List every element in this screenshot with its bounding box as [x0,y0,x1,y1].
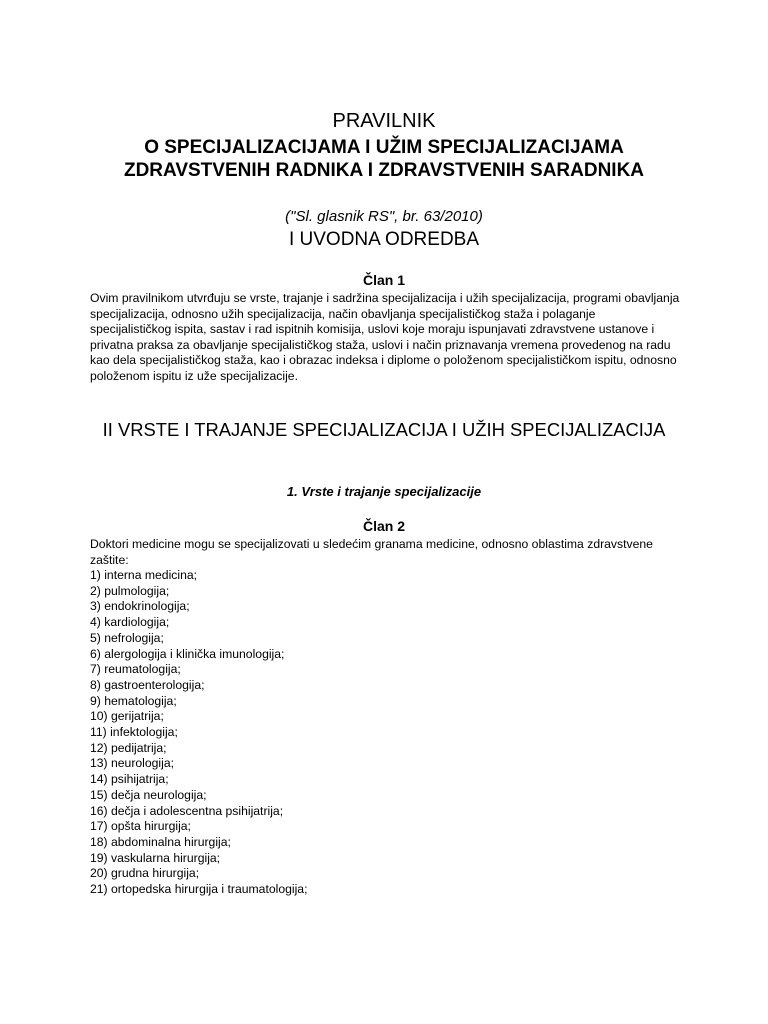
specialization-list [90,568,680,898]
list-item: 18) abdominalna hirurgija; [90,834,231,849]
section-heading-1: I UVODNA ODREDBA [288,229,480,250]
document-subtitle: O SPECIJALIZACIJAMA I UŽIM SPECIJALIZACIJAMA ZDRAVSTVENIH RADNIKA I ZDRAVSTVENIH SARADNIKA [123,137,645,181]
list-item: 19) vaskularna hirurgija; [90,850,221,865]
list-item: 5) nefrologija; [90,630,164,645]
list-item: 1) interna medicina; [90,568,198,582]
article-1-text: Ovim pravilnikom utvrđuju se vrste, trajanje i sadržina specijalizacija i užih specijalizacija, programi obavljanja specijalizacija, odnosno užih specijalizacija, način obavljanja specijalističkog staža i polaganje specijalističkog ispita, sastav i rad ispitnih komisija, uslovi koje moraju ispunjavati zdravstvene ustanove i privatna praksa za obavljanje specijalističkog staža, uslovi i način priznavanja vremena provedenog na radu kao dela specijalističkog staža, kao i obrazac indeksa i diplome o položenom specijalističkom ispitu, odnosno položenom ispitu iz uže specijalizacije. [90,291,680,383]
list-item: 21) ortopedska hirurgija i traumatologija; [90,882,308,897]
gazette-reference: ("Sl. glasnik RS", br. 63/2010) [285,208,483,225]
list-item: 16) dečja i adolescentna psihijatrija; [90,803,284,818]
list-item: 15) dečja neurologija; [90,787,207,802]
subsection-heading: 1. Vrste i trajanje specijalizacije [286,484,482,499]
article-heading-1: Član 1 [362,272,405,288]
list-item: 12) pedijatrija; [90,740,167,755]
list-item: 7) reumatologija; [90,662,181,677]
document-title: PRAVILNIK [332,110,436,132]
list-item: 9) hematologija; [90,693,177,708]
list-item: 20) grudna hirurgija; [90,866,200,881]
list-item: 17) opšta hirurgija; [90,819,191,834]
list-item: 2) pulmologija; [90,583,170,598]
list-item: 11) infektologija; [90,725,178,740]
list-item: 6) alergologija i klinička imunologija; [90,646,285,661]
list-item: 13) neurologija; [90,756,175,771]
list-item: 10) gerijatrija; [90,709,164,724]
article-2-intro: Doktori medicine mogu se specijalizovati u sledećim granama medicine, odnosno oblastima zdravstvene zaštite: [90,537,653,567]
list-item: 14) psihijatrija; [90,772,169,787]
article-heading-2: Član 2 [362,518,405,534]
list-item: 3) endokrinologija; [90,599,190,614]
section-heading-2: II VRSTE I TRAJANJE SPECIJALIZACIJA I UŽIH SPECIJALIZACIJA [102,419,666,440]
list-item: 4) kardiologija; [90,615,170,630]
list-item: 8) gastroenterologija; [90,677,205,692]
